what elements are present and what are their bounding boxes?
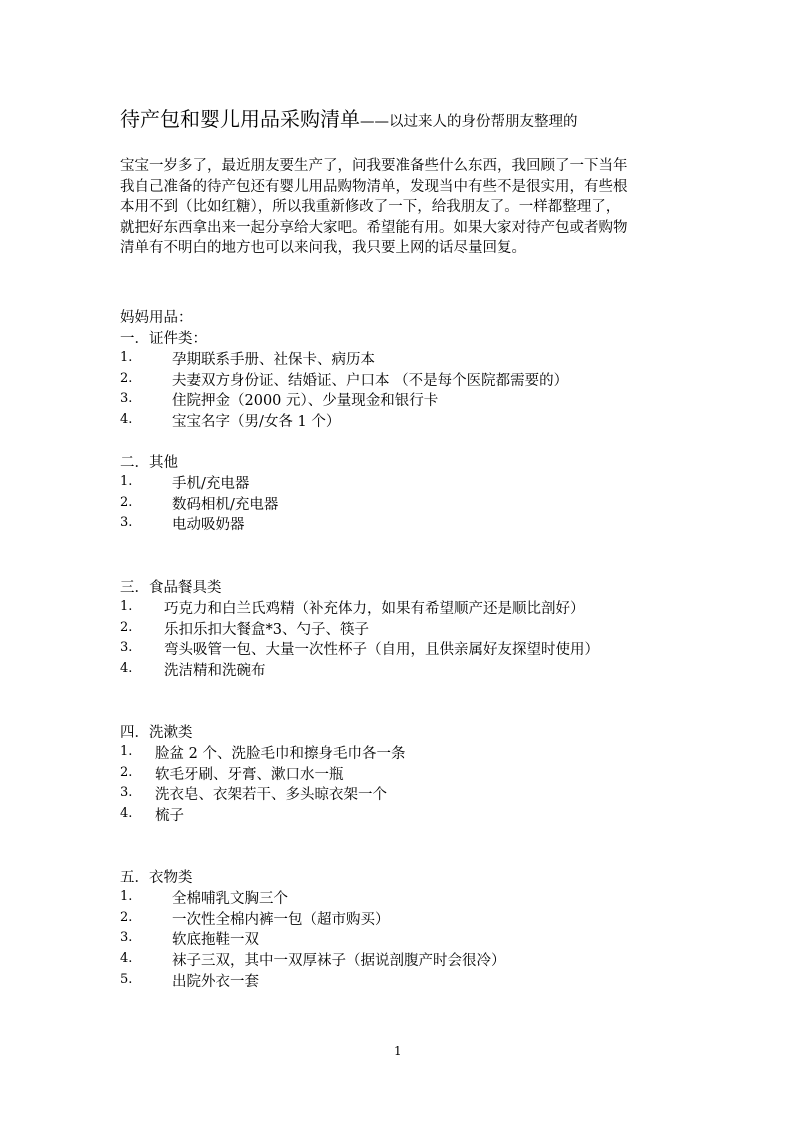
section-heading-clothing: 五．衣物类 bbox=[120, 870, 193, 886]
item-text: 全棉哺乳文胸三个 bbox=[172, 891, 288, 907]
item-number: 4. bbox=[120, 412, 133, 428]
item-text: 手机/充电器 bbox=[172, 476, 250, 492]
intro-line: 我自己准备的待产包还有婴儿用品购物清单，发现当中有些不是很实用，有些根 bbox=[120, 178, 628, 195]
item-number: 2. bbox=[120, 764, 133, 780]
item-number: 3. bbox=[120, 785, 133, 801]
item-text: 洗衣皂、衣架若干、多头晾衣架一个 bbox=[155, 787, 387, 804]
intro-line: 就把好东西拿出来一起分享给大家吧。希望能有用。如果大家对待产包或者购物 bbox=[120, 219, 628, 236]
section-heading-documents: 一．证件类： bbox=[120, 331, 207, 347]
item-text: 孕期联系手册、社保卡、病历本 bbox=[172, 352, 375, 368]
item-text: 软底拖鞋一双 bbox=[172, 932, 259, 949]
item-number: 3. bbox=[120, 640, 133, 656]
item-number: 2. bbox=[120, 619, 133, 635]
intro-paragraph bbox=[120, 156, 680, 259]
item-text: 软毛牙刷、牙膏、漱口水一瓶 bbox=[155, 766, 344, 783]
item-text: 乐扣乐扣大餐盒*3、勺子、筷子 bbox=[164, 621, 369, 638]
item-number: 1. bbox=[120, 474, 133, 489]
item-number: 1. bbox=[120, 350, 133, 365]
item-text: 巧克力和白兰氏鸡精（补充体力，如果有希望顺产还是顺比剖好） bbox=[164, 601, 585, 617]
item-number: 5. bbox=[120, 971, 133, 987]
title-main: 待产包和婴儿用品采购清单 bbox=[120, 107, 360, 131]
title-sub: ——以过来人的身份帮朋友整理的 bbox=[360, 114, 578, 130]
item-text: 脸盆 2 个、洗脸毛巾和擦身毛巾各一条 bbox=[155, 746, 406, 762]
page-number: 1 bbox=[394, 1044, 402, 1058]
intro-line: 清单有不明白的地方也可以来问我，我只要上网的话尽量回复。 bbox=[120, 240, 526, 257]
intro-line: 本用不到（比如红糖），所以我重新修改了一下，给我朋友了。一样都整理了， bbox=[120, 199, 621, 216]
section-heading-food: 三．食品餐具类 bbox=[120, 580, 222, 596]
item-text: 电动吸奶器 bbox=[172, 517, 245, 534]
item-number: 3. bbox=[120, 391, 133, 407]
item-text: 一次性全棉内裤一包（超市购买） bbox=[172, 911, 390, 928]
intro-line: 宝宝一岁多了，最近朋友要生产了，问我要准备些什么东西，我回顾了一下当年 bbox=[120, 158, 628, 174]
item-text: 洗洁精和洗碗布 bbox=[164, 663, 266, 680]
mom-supplies-label: 妈妈用品： bbox=[120, 310, 193, 326]
item-number: 2. bbox=[120, 494, 133, 510]
item-number: 3. bbox=[120, 930, 133, 946]
item-text: 数码相机/充电器 bbox=[172, 496, 279, 513]
item-text: 弯头吸管一包、大量一次性杯子（自用，且供亲属好友探望时使用） bbox=[164, 642, 599, 659]
item-text: 梳子 bbox=[155, 808, 184, 825]
section-heading-toiletries: 四．洗漱类 bbox=[120, 725, 193, 741]
section-heading-other: 二．其他 bbox=[120, 455, 178, 471]
item-number: 4. bbox=[120, 806, 133, 822]
item-text: 住院押金（2000 元）、少量现金和银行卡 bbox=[172, 393, 439, 410]
item-number: 4. bbox=[120, 951, 133, 967]
item-number: 1. bbox=[120, 889, 133, 904]
item-number: 2. bbox=[120, 370, 133, 386]
item-number: 2. bbox=[120, 909, 133, 925]
item-number: 3. bbox=[120, 515, 133, 531]
item-text: 出院外衣一套 bbox=[172, 973, 259, 990]
item-number: 4. bbox=[120, 661, 133, 677]
item-text: 宝宝名字（男/女各 1 个） bbox=[172, 414, 341, 431]
document-title bbox=[120, 106, 578, 135]
item-text: 夫妻双方身份证、结婚证、户口本 （不是每个医院都需要的） bbox=[172, 372, 569, 389]
item-number: 1. bbox=[120, 599, 133, 614]
item-number: 1. bbox=[120, 744, 133, 759]
item-text: 袜子三双，其中一双厚袜子（据说剖腹产时会很冷） bbox=[172, 953, 506, 970]
